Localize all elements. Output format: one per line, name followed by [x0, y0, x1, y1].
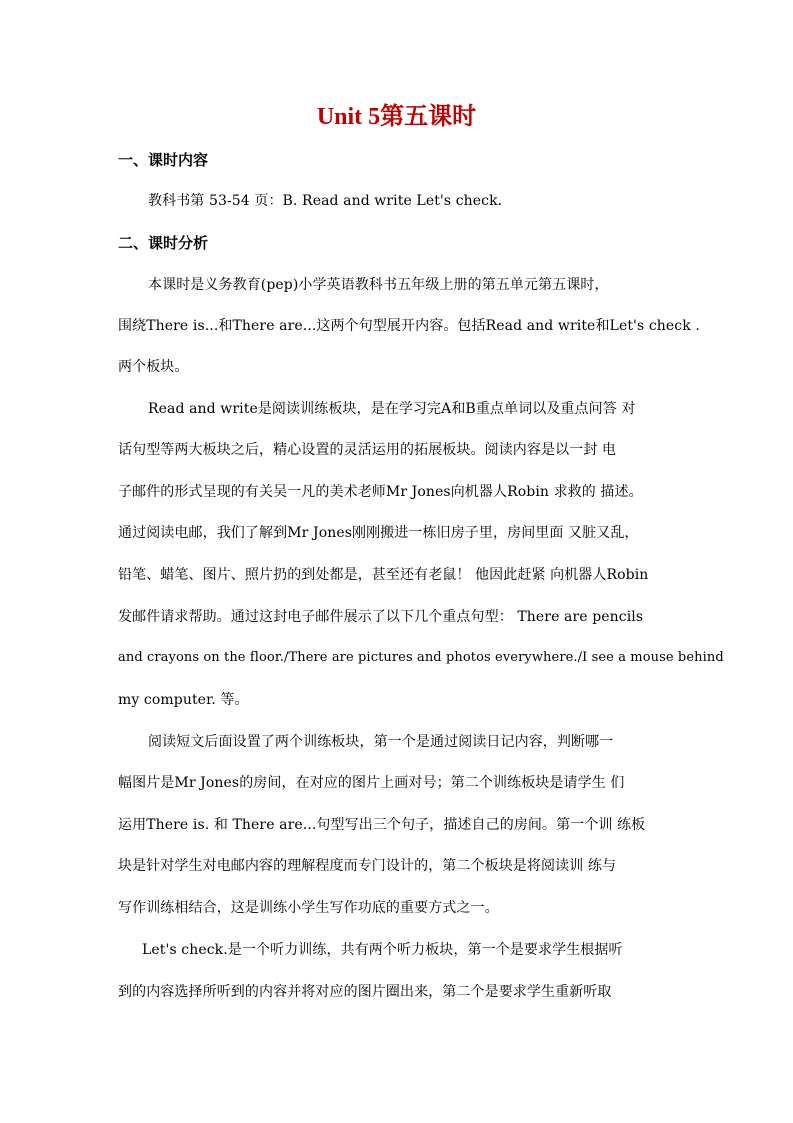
- paragraph-line: 发邮件请求帮助。通过这封电子邮件展示了以下几个重点句型： There are pencils: [118, 609, 644, 625]
- paragraph-line: 两个板块。: [118, 359, 189, 375]
- paragraph-line: 本课时是义务教育(pep)小学英语教科书五年级上册的第五单元第五课时，: [148, 277, 609, 293]
- section-heading-analysis: 二、课时分析: [118, 234, 209, 252]
- paragraph-line: 子邮件的形式呈现的有关吴一凡的美术老师Mr Jones向机器人Robin 求救的 描述。: [118, 484, 643, 500]
- paragraph-line: 围绕There is...和There are...这两个句型展开内容。包括Read and write和Let's check .: [118, 318, 700, 334]
- paragraph-line: 通过阅读电邮，我们了解到Mr Jones刚刚搬进一栋旧房子里，房间里面 又脏又乱，: [118, 525, 639, 541]
- paragraph-line: 教科书第 53-54 页：B. Read and write Let's check.: [148, 193, 503, 209]
- paragraph-line: Read and write是阅读训练板块，是在学习完A和B重点单词以及重点问答 对: [148, 401, 636, 417]
- paragraph-line: 幅图片是Mr Jones的房间，在对应的图片上画对号；第二个训练板块是请学生 们: [118, 775, 625, 791]
- paragraph-line: 块是针对学生对电邮内容的理解程度而专门设计的，第二个板块是将阅读训 练与: [118, 858, 617, 874]
- document-title: Unit 5第五课时: [316, 104, 477, 130]
- paragraph-line: 阅读短文后面设置了两个训练板块，第一个是通过阅读日记内容，判断哪一: [148, 734, 614, 750]
- paragraph-line: my computer. 等。: [118, 692, 249, 708]
- paragraph-line: and crayons on the floor./There are pictures and photos everywhere./I see a mouse behind: [118, 650, 724, 665]
- paragraph-line: 铅笔、蜡笔、图片、照片扔的到处都是，甚至还有老鼠！ 他因此赶紧 向机器人Robin: [118, 567, 649, 583]
- paragraph-line: Let's check.是一个听力训练，共有两个听力板块，第一个是要求学生根据听: [142, 942, 623, 958]
- paragraph-line: 写作训练相结合，这是训练小学生写作功底的重要方式之一。: [118, 900, 499, 916]
- paragraph-line: 到的内容选择所听到的内容并将对应的图片圈出来，第二个是要求学生重新听取: [118, 984, 612, 1000]
- paragraph-line: 运用There is. 和 There are...句型写出三个句子，描述自己的房间。第一个训 练板: [118, 817, 646, 833]
- section-heading-content: 一、课时内容: [118, 151, 209, 169]
- paragraph-line: 话句型等两大板块之后，精心设置的灵活运用的拓展板块。阅读内容是以一封 电: [118, 442, 617, 458]
